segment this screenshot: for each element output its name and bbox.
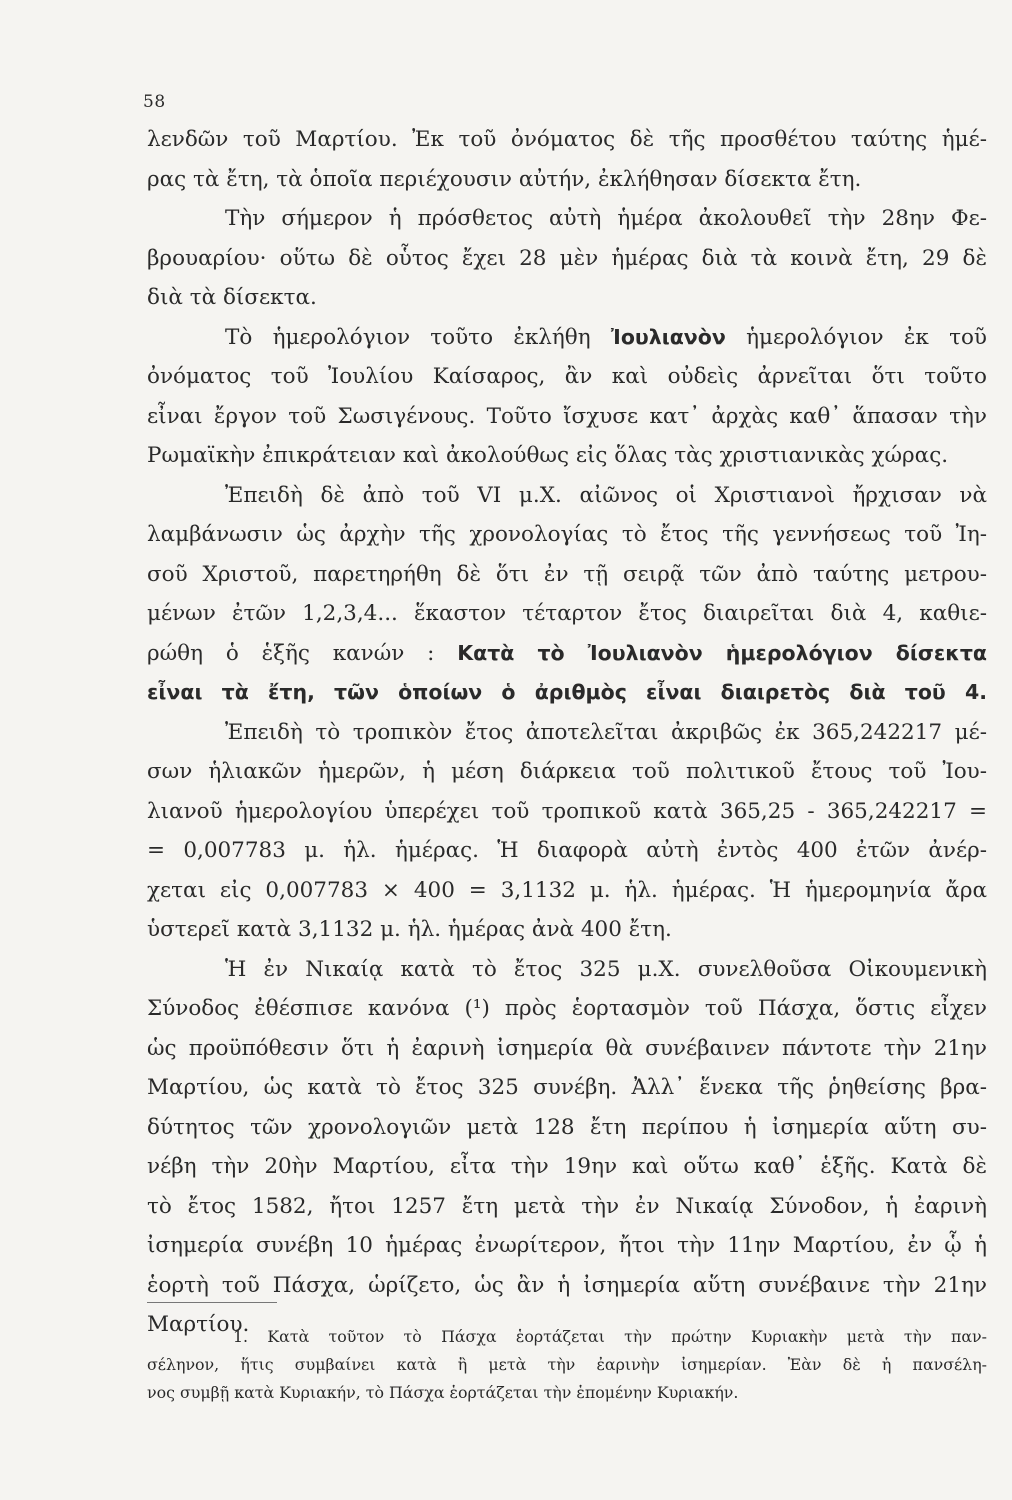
text-line: ἑορτὴ τοῦ Πάσχα, ὡρίζετο, ὡς ἂν ἡ ἰσημερία αὕτη συνέβαινε τὴν 21ην <box>147 1272 987 1298</box>
text-line: Ἐπειδὴ τὸ τροπικὸν ἔτος ἀποτελεῖται ἀκριβῶς ἐκ 365,242217 μέ- <box>225 719 987 745</box>
text-line: ὡς προϋπόθεσιν ὅτι ἡ ἐαρινὴ ἰσημερία θὰ συνέβαινεν πάντοτε τὴν 21ην <box>147 1035 987 1061</box>
text-line: ἰσημερία συνέβη 10 ἡμέρας ἐνωρίτερον, ἤτοι τὴν 11ην Μαρτίου, ἐν ᾧ ἡ <box>147 1233 987 1258</box>
body-text <box>147 120 987 1345</box>
text-line: λενδῶν τοῦ Μαρτίου. Ἐκ τοῦ ὀνόματος δὲ τῆς προσθέτου ταύτης ἡμέ- <box>147 127 987 152</box>
text-line: βρουαρίου· οὕτω δὲ οὗτος ἔχει 28 μὲν ἡμέρας διὰ τὰ κοινὰ ἔτη, 29 δὲ <box>147 245 987 271</box>
footnote-divider <box>147 1302 277 1303</box>
text-line: χεται εἰς 0,007783 × 400 = 3,1132 μ. ἡλ. ἡμέρας. Ἡ ἡμερομηνία ἄρα <box>147 877 987 903</box>
text-line: λιανοῦ ἡμερολογίου ὑπερέχει τοῦ τροπικοῦ κατὰ 365,25 - 365,242217 = <box>147 798 987 824</box>
text-line: εἶναι ἔργον τοῦ Σωσιγένους. Τοῦτο ἴσχυσε κατ᾽ ἀρχὰς καθ᾽ ἅπασαν τὴν <box>147 403 987 429</box>
text-line: σοῦ Χριστοῦ, παρετηρήθη δὲ ὅτι ἐν τῇ σειρᾷ τῶν ἀπὸ ταύτης μετρου- <box>147 561 987 587</box>
text-line: μένων ἐτῶν 1,2,3,4... ἕκαστον τέταρτον ἔτος διαιρεῖται διὰ 4, καθιε- <box>147 601 987 626</box>
text-line: ρας τὰ ἔτη, τὰ ὁποῖα περιέχουσιν αὐτήν, ἐκλήθησαν δίσεκτα ἔτη. <box>147 166 862 192</box>
text-line: = 0,007783 μ. ἡλ. ἡμέρας. Ἡ διαφορὰ αὐτὴ ἐντὸς 400 ἐτῶν ἀνέρ- <box>147 838 987 863</box>
text-line: διὰ τὰ δίσεκτα. <box>147 285 317 310</box>
bold-rule-line <box>147 673 987 713</box>
text-line: νέβη τὴν 20ὴν Μαρτίου, εἶτα τὴν 19ην καὶ οὕτω καθ᾽ ἑξῆς. Κατὰ δὲ <box>147 1154 987 1179</box>
text-line: ὀνόματος τοῦ Ἰουλίου Καίσαρος, ἂν καὶ οὐδεὶς ἀρνεῖται ὅτι τοῦτο <box>147 364 987 389</box>
page-number: 58 <box>143 92 166 112</box>
text-line: λαμβάνωσιν ὡς ἀρχὴν τῆς χρονολογίας τὸ ἔτος τῆς γεννήσεως τοῦ Ἰη- <box>147 522 987 547</box>
footnote-line: νος συμβῇ κατὰ Κυριακήν, τὸ Πάσχα ἑορτάζεται τὴν ἑπομένην Κυριακήν. <box>147 1383 739 1402</box>
text-line: δύτητος τῶν χρονολογιῶν μετὰ 128 ἔτη περίπου ἡ ἰσημερία αὕτη συ- <box>147 1114 987 1140</box>
bold-term: Ἰουλιανὸν <box>610 324 726 349</box>
text-line: Ρωμαϊκὴν ἐπικράτειαν καὶ ἀκολούθως εἰς ὅλας τὰς χριστιανικὰς χώρας. <box>147 443 949 468</box>
text-line: Σύνοδος ἐθέσπισε κανόνα (¹) πρὸς ἑορτασμὸν τοῦ Πάσχα, ὅστις εἶχεν <box>147 996 987 1021</box>
text-line: τὸ ἔτος 1582, ἤτοι 1257 ἔτη μετὰ τὴν ἐν Νικαίᾳ Σύνοδον, ἡ ἐαρινὴ <box>147 1193 987 1219</box>
text-line: ὑστερεῖ κατὰ 3,1132 μ. ἡλ. ἡμέρας ἀνὰ 400 ἔτη. <box>147 917 672 942</box>
text-line: Μαρτίου. <box>147 1312 250 1337</box>
text-line: σων ἡλιακῶν ἡμερῶν, ἡ μέση διάρκεια τοῦ πολιτικοῦ ἔτους τοῦ Ἰου- <box>147 759 987 784</box>
text-segment: ἡμερολόγιον ἐκ τοῦ <box>725 324 988 350</box>
text-line <box>147 634 987 674</box>
text-line: Ἡ ἐν Νικαίᾳ κατὰ τὸ ἔτος 325 μ.Χ. συνελθοῦσα Οἰκουμενικὴ <box>225 956 987 982</box>
text-line: Τὴν σήμερον ἡ πρόσθετος αὐτὴ ἡμέρα ἀκολουθεῖ τὴν 28ην Φε- <box>225 206 987 231</box>
bold-rule: εἶναι τὰ ἔτη, τῶν ὁποίων ὁ ἀριθμὸς εἶναι διαιρετὸς διὰ τοῦ 4. <box>147 680 987 704</box>
footnote-line: σέληνον, ἥτις συμβαίνει κατὰ ἢ μετὰ τὴν ἐαρινὴν ἰσημερίαν. Ἐὰν δὲ ἡ πανσέλη- <box>147 1355 987 1374</box>
text-segment: ρώθη ὁ ἑξῆς κανών : <box>147 640 458 666</box>
footnote <box>147 1323 987 1407</box>
text-line: Μαρτίου, ὡς κατὰ τὸ ἔτος 325 συνέβη. Ἀλλ᾽ ἕνεκα τῆς ῥηθείσης βρα- <box>147 1075 987 1100</box>
footnote-line: 1. Κατὰ τοῦτον τὸ Πάσχα ἑορτάζεται τὴν πρώτην Κυριακὴν μετὰ τὴν παν- <box>233 1327 987 1346</box>
text-segment: Τὸ ἡμερολόγιον τοῦτο ἐκλήθη <box>225 324 611 350</box>
bold-rule: Κατὰ τὸ Ἰουλιανὸν ἡμερολόγιον δίσεκτα <box>457 640 987 665</box>
text-line: Ἐπειδὴ δὲ ἀπὸ τοῦ VI μ.Χ. αἰῶνος οἱ Χριστιανοὶ ἤρχισαν νὰ <box>225 482 987 508</box>
text-line <box>147 318 987 358</box>
